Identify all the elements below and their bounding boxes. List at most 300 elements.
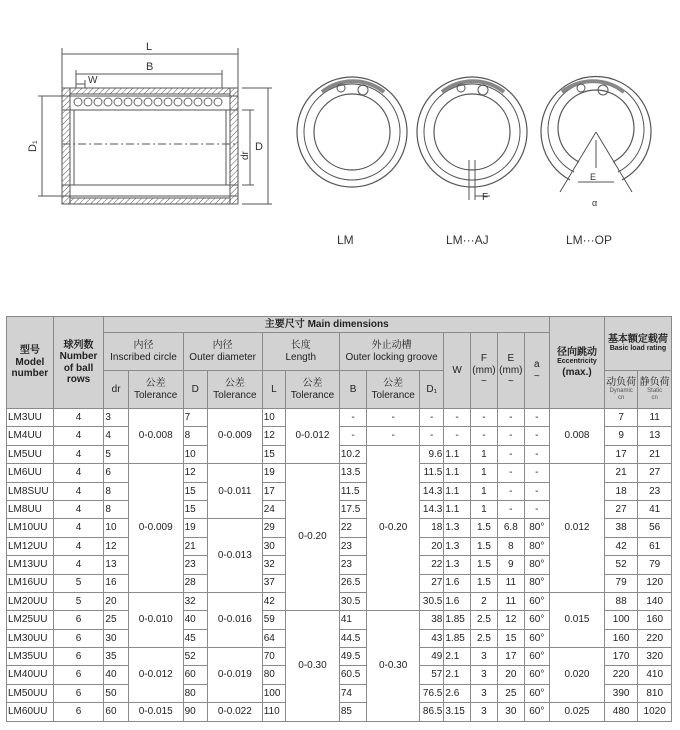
cell-dr: 4: [104, 427, 128, 445]
cell-a: -: [524, 445, 550, 463]
cell-e: 25: [498, 684, 524, 702]
cell-b-tolerance: 0-0.30: [367, 611, 420, 721]
header-groove-en: Outer locking groove: [345, 351, 438, 363]
cell-d1: 18: [420, 519, 444, 537]
cell-eccentricity: 0.015: [550, 592, 605, 647]
cell-a: 60°: [524, 592, 550, 610]
header-static-en: Static: [647, 388, 663, 395]
cell-dr: 12: [104, 537, 128, 555]
cell-l: 70: [262, 648, 285, 666]
cell-static: 21: [638, 445, 672, 463]
header-a-label: a: [534, 359, 540, 370]
cell-l: 12: [262, 427, 285, 445]
cell-model: LM50UU: [7, 684, 54, 702]
header-model-en2: number: [11, 368, 49, 380]
cell-static: 11: [638, 409, 672, 427]
cell-w: 1.1: [444, 482, 470, 500]
cell-l: 32: [262, 556, 285, 574]
header-e-tilde: ~: [507, 376, 514, 388]
header-a: [524, 333, 550, 409]
header-model: [7, 317, 54, 409]
cell-w: -: [444, 427, 470, 445]
cell-d-tolerance: 0-0.009: [207, 409, 262, 464]
header-load-rating: [604, 317, 671, 371]
cell-dr: 16: [104, 574, 128, 592]
cell-static: 23: [638, 482, 672, 500]
cell-w: 2.1: [444, 666, 470, 684]
cell-model: LM8SUU: [7, 482, 54, 500]
cell-d1: 14.3: [420, 482, 444, 500]
header-main-dimensions: 主要尺寸 Main dimensions: [104, 317, 550, 333]
cell-dynamic: 220: [604, 666, 637, 684]
cell-d: 7: [183, 409, 207, 427]
cell-eccentricity: 0.012: [550, 464, 605, 593]
cell-static: 27: [638, 464, 672, 482]
cell-d-tolerance: 0-0.016: [207, 592, 262, 647]
header-outer-en: Outer diameter: [189, 351, 256, 363]
cell-w: 2.6: [444, 684, 470, 702]
header-outer: [183, 333, 262, 371]
cell-dr: 5: [104, 445, 128, 463]
cell-l: 24: [262, 500, 285, 518]
header-balls-en3: rows: [66, 374, 91, 385]
cell-l: 42: [262, 592, 285, 610]
cell-d1: -: [420, 409, 444, 427]
cell-d: 45: [183, 629, 207, 647]
cell-dynamic: 27: [604, 500, 637, 518]
header-tol-en: Tolerance: [213, 389, 257, 401]
cell-a: 60°: [524, 648, 550, 666]
cell-e: 20: [498, 666, 524, 684]
cell-l-tolerance: 0-0.20: [286, 464, 340, 611]
cell-b: 85: [339, 703, 366, 721]
cell-a: -: [524, 500, 550, 518]
cell-d: 32: [183, 592, 207, 610]
cell-static: 160: [638, 611, 672, 629]
cell-static: 140: [638, 592, 672, 610]
header-d-tolerance: [207, 371, 262, 409]
cell-e: -: [498, 464, 524, 482]
header-length-zh: 长度: [290, 340, 311, 351]
header-tol-en: Tolerance: [290, 389, 335, 401]
cell-static: 13: [638, 427, 672, 445]
header-dynamic-en: Dynamic: [609, 388, 633, 395]
cell-b: 10.2: [339, 445, 366, 463]
cell-f: 2: [470, 592, 497, 610]
header-b: B: [339, 371, 366, 409]
cell-model: LM40UU: [7, 666, 54, 684]
header-tol-zh: 公差: [302, 378, 323, 389]
cell-model: LM30UU: [7, 629, 54, 647]
cell-ball-rows: 6: [53, 666, 104, 684]
header-outer-zh: 内径: [212, 340, 233, 351]
label-alpha: α: [592, 198, 598, 208]
cell-dr: 25: [104, 611, 128, 629]
cell-a: 80°: [524, 574, 550, 592]
cell-dynamic: 38: [604, 519, 637, 537]
cell-static: 41: [638, 500, 672, 518]
header-dr-tolerance: [128, 371, 183, 409]
cell-e: -: [498, 482, 524, 500]
header-dynamic: [604, 371, 637, 409]
cell-d: 15: [183, 500, 207, 518]
header-length-en: Length: [285, 351, 317, 363]
cell-l: 17: [262, 482, 285, 500]
label-E: E: [590, 172, 597, 182]
cell-dynamic: 79: [604, 574, 637, 592]
cell-dynamic: 100: [604, 611, 637, 629]
cell-d1: 11.5: [420, 464, 444, 482]
header-w: W: [444, 333, 470, 409]
cell-d: 8: [183, 427, 207, 445]
cell-dynamic: 9: [604, 427, 637, 445]
header-f: [470, 333, 497, 409]
header-f-unit: (mm): [472, 364, 496, 376]
table-row: [7, 409, 672, 427]
cell-dr: 35: [104, 648, 128, 666]
cell-dynamic: 7: [604, 409, 637, 427]
cell-f: 3: [470, 684, 497, 702]
cell-d1: 43: [420, 629, 444, 647]
cell-e: -: [498, 500, 524, 518]
header-a-tilde: ~: [533, 370, 540, 382]
cell-w: 1.85: [444, 629, 470, 647]
cell-ball-rows: 4: [53, 445, 104, 463]
label-D: D: [255, 141, 263, 153]
cell-static: 320: [638, 648, 672, 666]
cell-d: 21: [183, 537, 207, 555]
cell-f: 3: [470, 666, 497, 684]
cell-d1: -: [420, 427, 444, 445]
cell-f: 2.5: [470, 629, 497, 647]
cell-f: 1: [470, 464, 497, 482]
cell-ball-rows: 4: [53, 482, 104, 500]
cell-dr: 3: [104, 409, 128, 427]
table-row: [7, 703, 672, 721]
cell-b: 60.5: [339, 666, 366, 684]
cell-b: 49.5: [339, 648, 366, 666]
cell-b: 26.5: [339, 574, 366, 592]
cell-a: -: [524, 464, 550, 482]
cell-b: 13.5: [339, 464, 366, 482]
cell-l: 100: [262, 684, 285, 702]
cell-dynamic: 390: [604, 684, 637, 702]
cell-w: 1.85: [444, 611, 470, 629]
cell-ball-rows: 6: [53, 684, 104, 702]
cell-a: 60°: [524, 684, 550, 702]
cell-w: 1.1: [444, 500, 470, 518]
cell-f: 1: [470, 500, 497, 518]
cell-f: 1: [470, 445, 497, 463]
cell-static: 120: [638, 574, 672, 592]
cell-model: LM25UU: [7, 611, 54, 629]
cell-d: 15: [183, 482, 207, 500]
header-f-tilde: ~: [481, 376, 487, 388]
table-body: [7, 409, 672, 722]
cell-dynamic: 170: [604, 648, 637, 666]
header-tol-zh: 公差: [383, 378, 404, 389]
cell-b-tolerance: -: [367, 409, 420, 427]
technical-drawings: [0, 0, 680, 300]
spec-table: [6, 316, 672, 722]
cell-e: 12: [498, 611, 524, 629]
cell-l: 64: [262, 629, 285, 647]
cell-w: 1.1: [444, 445, 470, 463]
header-tol-en: Tolerance: [371, 389, 415, 401]
cell-ball-rows: 4: [53, 427, 104, 445]
cell-dr-tolerance: 0-0.008: [128, 409, 183, 464]
cell-d-tolerance: 0-0.019: [207, 648, 262, 703]
cell-ball-rows: 6: [53, 611, 104, 629]
cell-dr-tolerance: 0-0.012: [128, 648, 183, 703]
header-groove-zh: 外止动槽: [371, 340, 412, 351]
cell-f: 1.5: [470, 556, 497, 574]
cell-w: 1.3: [444, 556, 470, 574]
cell-ball-rows: 6: [53, 648, 104, 666]
cell-d: 28: [183, 574, 207, 592]
cell-l: 19: [262, 464, 285, 482]
header-inscribed-en: Inscribed circle: [110, 351, 177, 363]
header-model-zh: 型号: [19, 345, 40, 357]
cell-static: 1020: [638, 703, 672, 721]
cell-b: -: [339, 427, 366, 445]
cell-d1: 49: [420, 648, 444, 666]
cell-static: 61: [638, 537, 672, 555]
cell-e: 8: [498, 537, 524, 555]
header-load-zh: 基本额定载荷: [607, 333, 668, 345]
cell-eccentricity: 0.025: [550, 703, 605, 721]
cell-f: 2.5: [470, 611, 497, 629]
cell-ball-rows: 5: [53, 592, 104, 610]
cell-dr: 20: [104, 592, 128, 610]
cell-b: 22: [339, 519, 366, 537]
cell-dynamic: 18: [604, 482, 637, 500]
cell-a: 80°: [524, 537, 550, 555]
cell-w: 1.3: [444, 537, 470, 555]
header-inscribed: [104, 333, 183, 371]
header-static: [638, 371, 672, 409]
cell-dr: 30: [104, 629, 128, 647]
cell-model: LM20UU: [7, 592, 54, 610]
cell-f: 3: [470, 648, 497, 666]
table-row: [7, 592, 672, 610]
cell-f: 1.5: [470, 519, 497, 537]
cell-static: 56: [638, 519, 672, 537]
cell-ball-rows: 6: [53, 629, 104, 647]
side-view-drawing: [38, 48, 272, 204]
header-d: D: [183, 371, 207, 409]
header-ecc-zh: 径向跳动: [556, 346, 597, 358]
cell-d-tolerance: 0-0.011: [207, 464, 262, 519]
label-L: L: [146, 41, 153, 53]
cell-dr: 6: [104, 464, 128, 482]
header-dr: dr: [104, 371, 128, 409]
header-tol-en: Tolerance: [134, 389, 178, 401]
cell-a: -: [524, 482, 550, 500]
cell-e: 11: [498, 592, 524, 610]
cell-model: LM5UU: [7, 445, 54, 463]
cell-dynamic: 21: [604, 464, 637, 482]
cell-dr: 10: [104, 519, 128, 537]
label-W: W: [88, 75, 98, 86]
cell-b: 11.5: [339, 482, 366, 500]
cell-model: LM3UU: [7, 409, 54, 427]
header-l-tolerance: [286, 371, 340, 409]
cell-ball-rows: 4: [53, 500, 104, 518]
cell-b: 23: [339, 537, 366, 555]
cell-e: -: [498, 445, 524, 463]
cell-w: 1.6: [444, 592, 470, 610]
cell-ball-rows: 4: [53, 519, 104, 537]
cell-model: LM13UU: [7, 556, 54, 574]
caption-lm-op: LM···OP: [566, 233, 612, 247]
label-B: B: [146, 61, 154, 73]
cell-static: 79: [638, 556, 672, 574]
cell-d1: 38: [420, 611, 444, 629]
cell-l: 59: [262, 611, 285, 629]
cell-dr-tolerance: 0-0.015: [128, 703, 183, 721]
cell-b: 41: [339, 611, 366, 629]
cell-d: 60: [183, 666, 207, 684]
cell-d1: 30.5: [420, 592, 444, 610]
cell-model: LM8UU: [7, 500, 54, 518]
cell-d-tolerance: 0-0.013: [207, 519, 262, 593]
cell-ball-rows: 4: [53, 537, 104, 555]
header-e: [498, 333, 524, 409]
cell-f: 1: [470, 482, 497, 500]
header-dynamic-zh: 动负荷: [606, 376, 637, 388]
cell-model: LM6UU: [7, 464, 54, 482]
cell-e: 6.8: [498, 519, 524, 537]
cell-dr-tolerance: 0-0.010: [128, 592, 183, 647]
cell-dr-tolerance: 0-0.009: [128, 464, 183, 593]
header-balls-zh: 球列数: [63, 339, 94, 351]
cell-e: 9: [498, 556, 524, 574]
label-F: F: [482, 192, 489, 203]
cell-dynamic: 480: [604, 703, 637, 721]
cell-w: 3.15: [444, 703, 470, 721]
cell-b-tolerance: 0-0.20: [367, 445, 420, 611]
cell-a: 60°: [524, 611, 550, 629]
header-e-unit: (mm): [499, 364, 523, 376]
cell-f: 1.5: [470, 537, 497, 555]
cell-d-tolerance: 0-0.022: [207, 703, 262, 721]
cell-a: 60°: [524, 629, 550, 647]
cell-b: 23: [339, 556, 366, 574]
cell-dr: 8: [104, 500, 128, 518]
header-ecc-max: (max.): [562, 366, 592, 378]
header-inscribed-zh: 内径: [133, 340, 154, 351]
header-dynamic-unit: cn: [617, 395, 625, 402]
header-b-tolerance: [367, 371, 420, 409]
label-D1: D₁: [27, 140, 39, 152]
cell-w: 2.1: [444, 648, 470, 666]
cell-a: 60°: [524, 703, 550, 721]
table-header: [7, 317, 672, 409]
header-d1: D₁: [420, 371, 444, 409]
cell-model: LM16UU: [7, 574, 54, 592]
cell-d: 19: [183, 519, 207, 537]
cell-b: 74: [339, 684, 366, 702]
cell-static: 220: [638, 629, 672, 647]
cell-d1: 22: [420, 556, 444, 574]
header-balls-en1: Number: [59, 351, 98, 362]
cell-d: 12: [183, 464, 207, 482]
cell-w: 1.3: [444, 519, 470, 537]
cell-l: 110: [262, 703, 285, 721]
cell-dr: 13: [104, 556, 128, 574]
cell-d1: 14.3: [420, 500, 444, 518]
cell-dr: 60: [104, 703, 128, 721]
cell-l: 30: [262, 537, 285, 555]
cell-d1: 27: [420, 574, 444, 592]
cell-f: 1.5: [470, 574, 497, 592]
cell-d1: 9.6: [420, 445, 444, 463]
cell-l: 10: [262, 409, 285, 427]
cell-a: -: [524, 409, 550, 427]
header-l: L: [262, 371, 285, 409]
table-row: [7, 464, 672, 482]
table-row: [7, 648, 672, 666]
cell-eccentricity: 0.008: [550, 409, 605, 464]
header-tol-zh: 公差: [224, 378, 245, 389]
cell-l: 80: [262, 666, 285, 684]
header-static-unit: cn: [651, 395, 658, 402]
cell-dynamic: 17: [604, 445, 637, 463]
header-load-en: Basic load rating: [609, 345, 667, 353]
header-ecc-en: Eccentricity: [557, 358, 597, 366]
cell-d: 80: [183, 684, 207, 702]
cell-dynamic: 42: [604, 537, 637, 555]
cell-model: LM10UU: [7, 519, 54, 537]
cell-a: 60°: [524, 666, 550, 684]
cell-e: -: [498, 409, 524, 427]
cell-dr: 8: [104, 482, 128, 500]
cell-w: 1.1: [444, 464, 470, 482]
cell-a: 80°: [524, 519, 550, 537]
cell-e: -: [498, 427, 524, 445]
cell-model: LM4UU: [7, 427, 54, 445]
cell-dynamic: 52: [604, 556, 637, 574]
cell-dynamic: 88: [604, 592, 637, 610]
cell-b: -: [339, 409, 366, 427]
cell-l: 29: [262, 519, 285, 537]
cell-l-tolerance: 0-0.30: [286, 611, 340, 721]
header-f-label: F: [480, 353, 487, 365]
label-dr: dr: [240, 151, 251, 160]
cell-e: 15: [498, 629, 524, 647]
cell-l-tolerance: 0-0.012: [286, 409, 340, 464]
cell-w: -: [444, 409, 470, 427]
cell-ball-rows: 4: [53, 556, 104, 574]
cell-a: -: [524, 427, 550, 445]
header-length: [262, 333, 339, 371]
cell-d: 90: [183, 703, 207, 721]
cell-d: 23: [183, 556, 207, 574]
cell-f: 3: [470, 703, 497, 721]
cell-e: 17: [498, 648, 524, 666]
caption-lm-aj: LM···AJ: [446, 233, 489, 247]
cell-l: 37: [262, 574, 285, 592]
cell-d: 40: [183, 611, 207, 629]
cell-static: 410: [638, 666, 672, 684]
header-balls-en2: of ball: [63, 362, 94, 374]
header-ball-rows: [53, 317, 104, 409]
cell-b-tolerance: -: [367, 427, 420, 445]
header-eccentricity: [550, 317, 605, 409]
cell-b: 44.5: [339, 629, 366, 647]
cell-ball-rows: 4: [53, 409, 104, 427]
